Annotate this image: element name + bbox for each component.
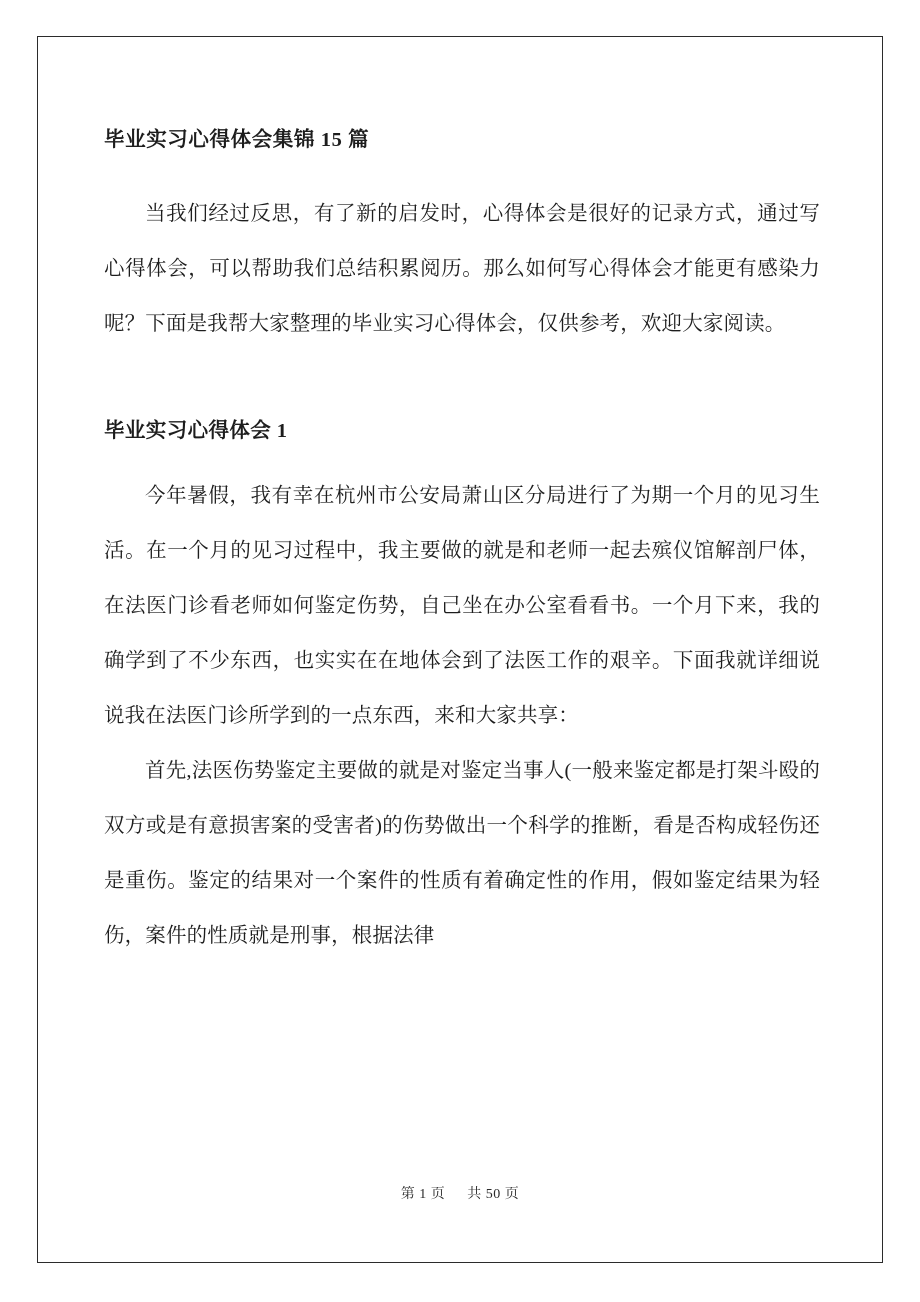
page-footer — [0, 1183, 920, 1203]
footer-page-prefix: 第 — [400, 1187, 416, 1202]
footer-total-prefix: 共 — [467, 1187, 482, 1202]
footer-current-page: 1 — [419, 1187, 427, 1202]
footer-page-unit: 页 — [430, 1187, 446, 1202]
intro-paragraph: 当我们经过反思，有了新的启发时，心得体会是很好的记录方式，通过写心得体会，可以帮助我们总结积累阅历。那么如何写心得体会才能更有感染力呢？下面是我帮大家整理的毕业实习心得体会，仅供参考，欢迎大家阅读。 — [104, 203, 820, 335]
section-heading: 毕业实习心得体会 1 — [104, 420, 288, 442]
body-paragraph-1: 今年暑假，我有幸在杭州市公安局萧山区分局进行了为期一个月的见习生活。在一个月的见习过程中，我主要做的就是和老师一起去殡仪馆解剖尸体，在法医门诊看老师如何鉴定伤势，自己坐在办公室看看书。一个月下来，我的确学到了不少东西，也实实在在地体会到了法医工作的艰辛。下面我就详细说说我在法医门诊所学到的一点东西，来和大家共享： — [104, 485, 820, 727]
body-paragraph-2: 首先,法医伤势鉴定主要做的就是对鉴定当事人(一般来鉴定都是打架斗殴的双方或是有意损害案的受害者)的伤势做出一个科学的推断，看是否构成轻伤还是重伤。鉴定的结果对一个案件的性质有着确定性的作用，假如鉴定结果为轻伤，案件的性质就是刑事，根据法律 — [104, 760, 820, 947]
spacer-section-body — [104, 449, 820, 469]
spacer-intro-section — [104, 352, 820, 413]
page-title: 毕业实习心得体会集锦 15 篇 — [104, 129, 370, 151]
spacer-title-body — [104, 158, 820, 187]
footer-total-pages: 50 — [485, 1187, 501, 1202]
document-content — [104, 122, 820, 964]
footer-total-unit: 页 — [504, 1187, 520, 1202]
